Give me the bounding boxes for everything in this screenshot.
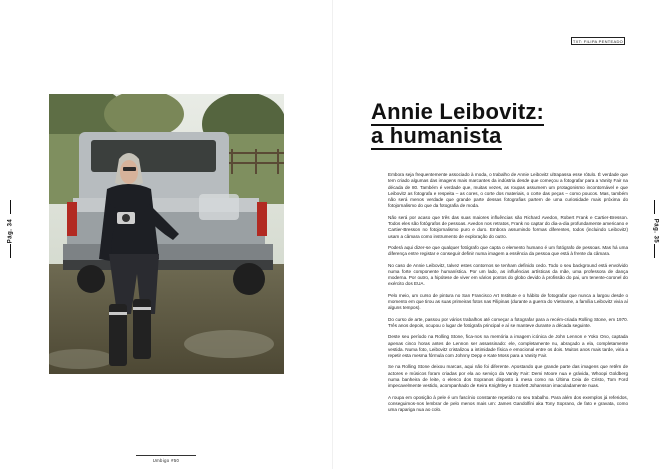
title-line-2 xyxy=(371,124,641,148)
truck-rear-window xyxy=(91,140,216,172)
paragraph: Pelo meio, um curso de pintura no San Francisco Art Institute e o hábito de fotografar que nunca a largou desde o momento em que tirou as suas primeiras fotos nas Filipinas (durante a guerra do Vietname, a família Leibovitz vivia aí alguns tempos). xyxy=(388,292,628,311)
paragraph: A roupa em oposição à pele é um fascínio constante repetido no seu trabalho. Para além dos exemplos já referidos, conseguimos-nos lembrar de pelo menos mais um: James Gandolfini aka Tony Soprano, de fato e gravata, como uma rapariga nua ao colo. xyxy=(388,394,628,413)
tail-light-right xyxy=(257,202,267,236)
fence-post-3 xyxy=(277,149,279,174)
title-line-2-text: a humanista xyxy=(371,123,502,148)
paragraph: Deste seu período na Rolling Stone, fica-nos na memória a imagem icónica de John Lennon e Yoko Ono, captada apenas cinco horas antes de Lennon ser assassinado: ele, completamente nu, abraçado a ela, completamente vestida. Numa foto, Leibovitz cristalizou a intimidade física e emocional entre os dois. Muitos anos mais tarde, viria a repetir esta mesma fórmula com Johnny Depp e Kate Moss para a Vanity Fair. xyxy=(388,334,628,359)
tail-light-left xyxy=(67,202,77,236)
right-page-tick-bottom xyxy=(654,244,655,258)
puddle xyxy=(184,330,274,358)
fence-post-2 xyxy=(255,149,257,174)
paragraph: No caso de Annie Leibovitz, talvez estes contornos se tenham definido cedo. Todo o seu background está envolvido numa forte componente humanística. Por um lado, as influências artísticas da mãe, uma professora de dança moderna. Por outro, a hipótese de viver em vários pontos do globo devido à profissão do pai, um tenente-coronel do exército dos EUA. xyxy=(388,262,628,287)
paragraph: Se na Rolling Stone deixou marcas, aqui não foi diferente. Apostando que grande parte das imagens que retêm de actores e músicos foram criadas por ela ao serviço da Vanity Fair: Demi Moore nua e grávida, Whoopi Goldberg numa banheira de leite, o elenco dos Sopranos disposto à mesa como na Última Ceia de Cristo, Tom Ford impecavelmente vestido, acompanhado de Keira Knightley e Scarlett Johansson imaculadamente nuas. xyxy=(388,364,628,389)
page-gutter xyxy=(332,0,333,469)
article-title xyxy=(371,100,641,148)
left-page-tick-bottom xyxy=(10,244,11,258)
article-body xyxy=(388,172,628,419)
plastic-container xyxy=(199,194,239,220)
left-page-number: Pág. 34 xyxy=(7,218,14,244)
tailgate xyxy=(63,244,273,262)
right-page-number: Pág. 35 xyxy=(652,218,659,244)
glasses xyxy=(123,167,136,171)
byline: TXT: FILIPA PENTEADO xyxy=(572,38,624,44)
title-line-1 xyxy=(371,100,641,124)
rear-wheel xyxy=(233,263,265,295)
left-page-tick xyxy=(10,200,11,214)
fence-post xyxy=(231,149,233,174)
paragraph: Não será por acaso que três das suas maiores influências são Richard Avedon, Robert Frank e Cartier-Bresson. Todos eles são fotógrafos de pessoas. Avedon nos retratos, Frank no captar do dia-a-dia profundamente americano e Cartier-Bresson no fotojornalismo puro e duro. Embora assumindo formas diferentes, todos (incluindo Leibovitz) usam a câmara como instrumento de exploração do outro. xyxy=(388,214,628,239)
paragraph: Poderá aqui dizer-se que qualquer fotógrafo que capta o elemento humano é um fotógrafo de pessoas. Mas há uma diferença entre registar e conseguir definir numa imagem a essência da pessoa que está à frente da câmara. xyxy=(388,244,628,257)
title-line-1-text: Annie Leibovitz: xyxy=(371,99,545,124)
paragraph: Embora seja frequentemente associado à moda, o trabalho de Annie Leibovitz ultrapassa esse rótulo. É verdade que tem criado algumas das imagens mais marcantes da indústria desde que começou a fotografar para a Vanity Fair na década de 80. Também é verdade que, muitas vezes, as roupas assumem um protagonismo incontornável e que Leibovitz as fotografa e respeita – as cores, o corte dos materiais, o corte das peças – como poucos. Mas, também não será menos verdade que grande parte dessas fotografias partem de uma curiosidade mais próxima do fotojornalismo do que da fotografia de moda. xyxy=(388,172,628,209)
face xyxy=(120,160,138,184)
camera-lens xyxy=(122,214,130,222)
rear-wheel-left xyxy=(77,265,105,293)
paragraph: Do curso de arte, passou por vários trabalhos até começar a fotografar para a recém-criada Rolling Stone, em 1970. Três anos depois, ocupou o lugar de fotógrafa principal e aí se manteve durante a década seguinte. xyxy=(388,316,628,328)
footer-issue: Umbigo #50 xyxy=(152,458,180,463)
boot-strap xyxy=(109,312,127,315)
right-page-tick xyxy=(654,200,655,214)
boot-strap-2 xyxy=(133,307,151,310)
photo-illustration xyxy=(49,94,284,374)
footer-rule xyxy=(136,455,196,456)
portrait-photo xyxy=(49,94,284,374)
